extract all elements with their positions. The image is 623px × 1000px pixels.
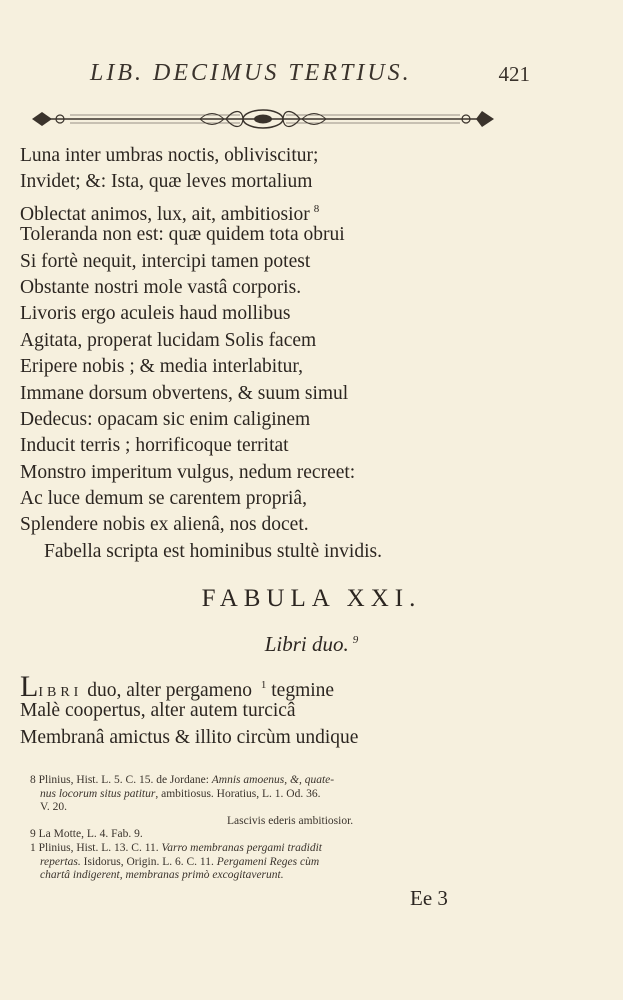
footnote-marker: 9 [352, 634, 359, 646]
footnote-9: 9 La Motte, L. 4. Fab. 9. [30, 828, 143, 841]
footnote-8-cont [30, 788, 500, 802]
footnotes [30, 774, 500, 883]
verse-line: Splendere nobis ex alienâ, nos docet. [20, 514, 309, 536]
page-number: 421 [498, 62, 530, 86]
verse-line-text: duo, alter pergameno [82, 680, 257, 701]
fable-verse-block [20, 672, 490, 751]
footnote-8-quote: Lascivis ederis ambitiosior. [227, 814, 354, 827]
verse-line-text: tegmine [266, 680, 335, 701]
verse-line: Livoris ergo aculeis haud mollibus [20, 303, 291, 325]
footnote-text: Plinius, Hist. L. 13. C. 11. [35, 841, 162, 854]
footnote-quote: nus locorum situs patitur [40, 787, 156, 800]
verse-line: Luna inter umbras noctis, obliviscitur; [20, 145, 319, 166]
verse-line: Eripere nobis ; & media interlabitur, [20, 356, 303, 378]
footnote-text: , ambitiosus. Horatius, L. 1. Od. 36. [155, 787, 321, 800]
moral-line: Fabella scripta est hominibus stultè invidis. [44, 540, 382, 562]
footnote-number: 8 [30, 774, 36, 786]
footnote-8-cont: V. 20. [40, 801, 67, 814]
verse-line: Obstante nostri mole vastâ corporis. [20, 276, 302, 298]
running-head [90, 60, 530, 90]
verse-line: Agitata, properat lucidam Solis facem [20, 329, 317, 351]
verse-line-text: Oblectat animos, lux, ait, ambitiosior [20, 203, 310, 225]
running-title: LIB. DECIMUS TERTIUS. [90, 60, 412, 86]
footnote-quote: Pergameni Reges cùm [216, 855, 320, 868]
verse-block [20, 143, 490, 565]
verse-line: Dedecus: opacam sic enim caliginem [20, 408, 311, 430]
fable-heading: FABULA XXI. [201, 585, 422, 612]
verse-line: Monstro imperitum vulgus, nedum recreet: [20, 461, 356, 483]
footnote-1-cont [30, 869, 500, 883]
signature-mark: Ee 3 [410, 886, 448, 910]
footnote-1-cont [30, 856, 500, 870]
verse-line [20, 670, 490, 703]
fable-subtitle-text: Libri duo. [264, 632, 349, 656]
verse-line: Toleranda non est: quæ quidem tota obrui [20, 224, 345, 246]
drop-cap: L [20, 670, 39, 703]
footnote-quote: chartâ indigerent, membranas primò excogitaverunt. [40, 869, 284, 882]
verse-line: Inducit terris ; horrificoque territat [20, 435, 289, 457]
verse-line: Membranâ amictus & illito circùm undique [20, 726, 359, 748]
verse-line: Malè coopertus, alter autem turcicâ [20, 700, 296, 722]
footnote-1 [30, 842, 500, 856]
footnote-marker: 1 [260, 679, 267, 691]
verse-line: Si fortè nequit, intercipi tamen potest [20, 250, 311, 272]
footnote-quote: Varro membranas pergami tradidit [161, 841, 323, 854]
footnote-marker: 8 [313, 202, 320, 215]
footnote-number: 1 [30, 841, 36, 854]
verse-line: Invidet; &: Ista, quæ leves mortalium [20, 171, 313, 193]
fable-subtitle [0, 632, 623, 657]
scroll-ornament-icon [30, 106, 496, 132]
verse-line: Ac luce demum se carentem propriâ, [20, 488, 307, 510]
verse-line: Immane dorsum obvertens, & suum simul [20, 382, 349, 404]
footnote-quote: repertas. [40, 855, 81, 868]
footnote-text: Plinius, Hist. L. 5. C. 15. de Jordane: [35, 774, 212, 786]
footnote-text: Isidorus, Origin. L. 6. C. 11. [80, 855, 217, 868]
first-word-small-caps: IBRI [38, 685, 83, 700]
footnote-8 [30, 774, 500, 788]
verse-line [20, 196, 490, 225]
footnote-quote: Amnis amoenus, &, quate- [211, 774, 335, 786]
